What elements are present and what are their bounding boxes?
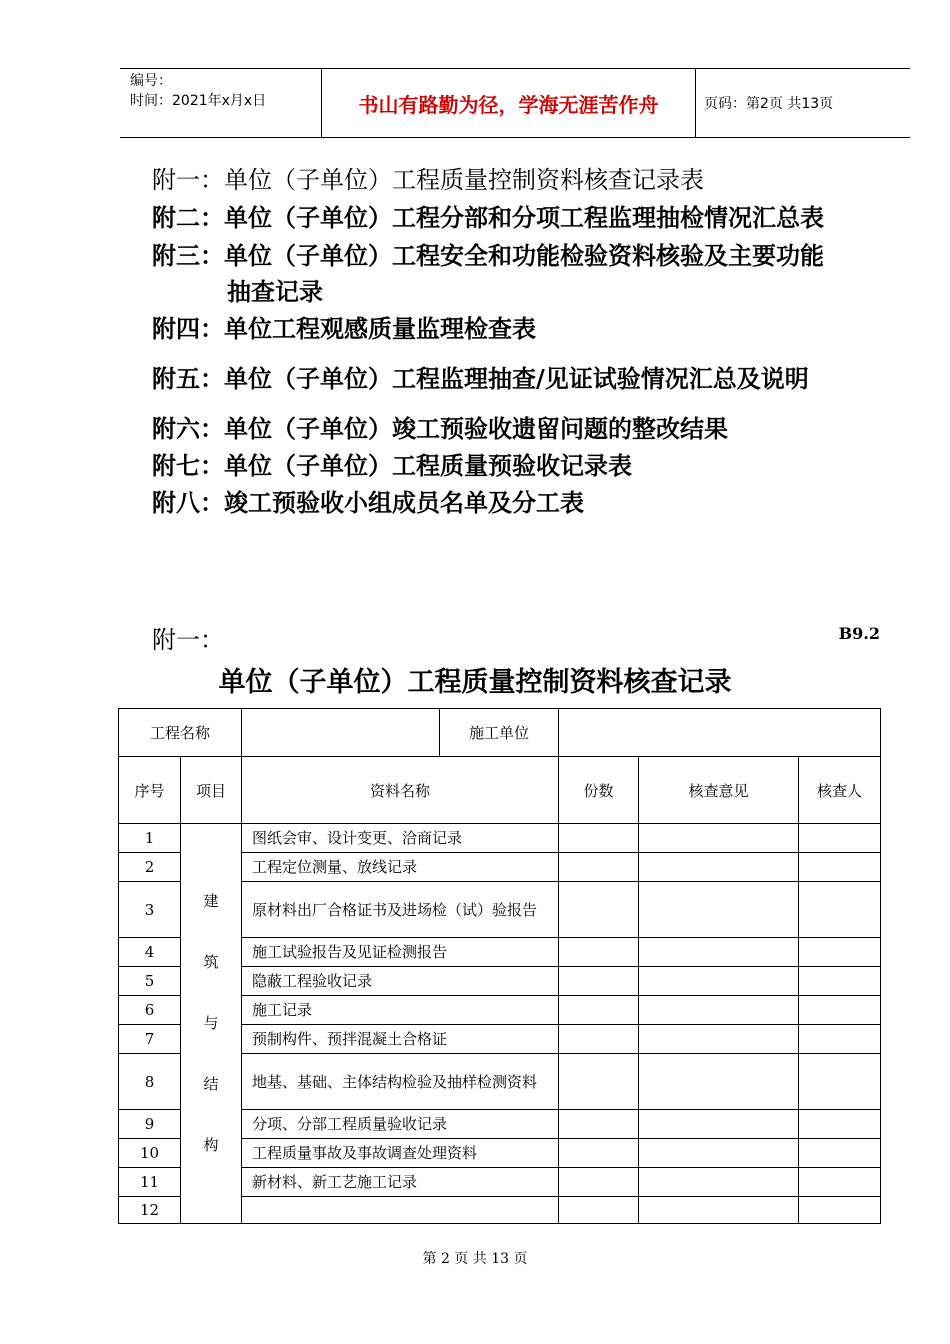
- project-name-label: 工程名称: [119, 709, 242, 757]
- row-no: 1: [119, 824, 181, 853]
- row-copies[interactable]: [559, 1197, 639, 1224]
- row-no: 3: [119, 882, 181, 938]
- row-no: 2: [119, 853, 181, 882]
- quality-control-table: [118, 708, 881, 1224]
- appendix-item: 附六：单位（子单位）竣工预验收遗留问题的整改结果: [152, 414, 728, 443]
- form-code: B9.2: [838, 624, 880, 643]
- row-checker[interactable]: [799, 1197, 881, 1224]
- row-doc-name: 图纸会审、设计变更、洽商记录: [242, 824, 559, 853]
- col-header-no: 序号: [119, 757, 181, 824]
- section-label: 附一：: [152, 626, 224, 654]
- row-opinion[interactable]: [639, 1139, 799, 1168]
- appendix-list: [152, 160, 912, 518]
- row-no: 5: [119, 967, 181, 996]
- contractor-value[interactable]: [559, 709, 881, 757]
- row-checker[interactable]: [799, 967, 881, 996]
- row-copies[interactable]: [559, 1110, 639, 1139]
- row-checker[interactable]: [799, 824, 881, 853]
- row-checker[interactable]: [799, 1110, 881, 1139]
- row-doc-name: 预制构件、预拌混凝土合格证: [242, 1025, 559, 1054]
- row-opinion[interactable]: [639, 967, 799, 996]
- row-doc-name: 工程质量事故及事故调查处理资料: [242, 1139, 559, 1168]
- col-header-project: 项目: [181, 757, 242, 824]
- row-no: 7: [119, 1025, 181, 1054]
- row-doc-name: 分项、分部工程质量验收记录: [242, 1110, 559, 1139]
- row-copies[interactable]: [559, 1139, 639, 1168]
- row-doc-name: [242, 1197, 559, 1224]
- row-checker[interactable]: [799, 853, 881, 882]
- row-copies[interactable]: [559, 1168, 639, 1197]
- row-checker[interactable]: [799, 996, 881, 1025]
- row-doc-name: 工程定位测量、放线记录: [242, 853, 559, 882]
- row-no: 8: [119, 1054, 181, 1110]
- row-opinion[interactable]: [639, 1168, 799, 1197]
- row-copies[interactable]: [559, 938, 639, 967]
- header-row: [119, 757, 881, 824]
- appendix-item: 附七：单位（子单位）工程质量预验收记录表: [152, 451, 632, 480]
- row-opinion[interactable]: [639, 824, 799, 853]
- row-checker[interactable]: [799, 1168, 881, 1197]
- row-opinion[interactable]: [639, 1110, 799, 1139]
- row-copies[interactable]: [559, 1054, 639, 1110]
- col-header-opinion: 核查意见: [639, 757, 799, 824]
- row-checker[interactable]: [799, 1025, 881, 1054]
- page-header: [120, 68, 910, 138]
- row-no: 9: [119, 1110, 181, 1139]
- appendix-item: 附四：单位工程观感质量监理检查表: [152, 314, 536, 343]
- table-row: [119, 824, 881, 853]
- table-title: 单位（子单位）工程质量控制资料核查记录: [218, 667, 732, 698]
- project-name-value[interactable]: [242, 709, 440, 757]
- row-copies[interactable]: [559, 882, 639, 938]
- row-copies[interactable]: [559, 967, 639, 996]
- header-meta: [130, 71, 266, 111]
- col-header-checker: 核查人: [799, 757, 881, 824]
- row-opinion[interactable]: [639, 1054, 799, 1110]
- category-char: 与: [203, 1014, 219, 1032]
- row-opinion[interactable]: [639, 853, 799, 882]
- category-char: 建: [203, 892, 219, 910]
- page-footer: 第 2 页 共 13 页: [422, 1251, 528, 1267]
- project-info-row: [119, 709, 881, 757]
- row-doc-name: 施工记录: [242, 996, 559, 1025]
- col-header-doc-name: 资料名称: [242, 757, 559, 824]
- row-doc-name: 地基、基础、主体结构检验及抽样检测资料: [242, 1054, 559, 1110]
- row-doc-name: 隐蔽工程验收记录: [242, 967, 559, 996]
- row-doc-name: 施工试验报告及见证检测报告: [242, 938, 559, 967]
- category-char: 构: [203, 1136, 219, 1154]
- row-no: 6: [119, 996, 181, 1025]
- row-opinion[interactable]: [639, 882, 799, 938]
- row-copies[interactable]: [559, 853, 639, 882]
- appendix-item: 附一：单位（子单位）工程质量控制资料核查记录表: [152, 166, 704, 194]
- col-header-copies: 份数: [559, 757, 639, 824]
- appendix-item: 附八：竣工预验收小组成员名单及分工表: [152, 488, 584, 517]
- row-copies[interactable]: [559, 1025, 639, 1054]
- row-doc-name: 原材料出厂合格证书及进场检（试）验报告: [242, 882, 559, 938]
- row-copies[interactable]: [559, 996, 639, 1025]
- row-opinion[interactable]: [639, 1197, 799, 1224]
- row-no: 11: [119, 1168, 181, 1197]
- header-motto: 书山有路勤为径，学海无涯苦作舟: [321, 69, 696, 137]
- row-opinion[interactable]: [639, 938, 799, 967]
- row-no: 4: [119, 938, 181, 967]
- appendix-item: 附五：单位（子单位）工程监理抽查/见证试验情况汇总及说明: [152, 364, 809, 393]
- row-checker[interactable]: [799, 938, 881, 967]
- row-opinion[interactable]: [639, 996, 799, 1025]
- code-label: 编号：: [130, 73, 172, 89]
- category-cell: [181, 824, 242, 1224]
- row-opinion[interactable]: [639, 1025, 799, 1054]
- appendix-item: 附二：单位（子单位）工程分部和分项工程监理抽检情况汇总表: [152, 203, 824, 232]
- time-label: 时间：2021年x月x日: [130, 93, 267, 109]
- category-char: 筑: [203, 953, 219, 971]
- row-checker[interactable]: [799, 1139, 881, 1168]
- row-checker[interactable]: [799, 882, 881, 938]
- appendix-item-continued: 抽查记录: [227, 277, 323, 306]
- header-page-info: 页码：第2页 共13页: [704, 96, 834, 112]
- category-char: 结: [203, 1075, 219, 1093]
- row-no: 12: [119, 1197, 181, 1224]
- row-checker[interactable]: [799, 1054, 881, 1110]
- row-no: 10: [119, 1139, 181, 1168]
- contractor-label: 施工单位: [440, 709, 559, 757]
- row-doc-name: 新材料、新工艺施工记录: [242, 1168, 559, 1197]
- appendix-item: 附三：单位（子单位）工程安全和功能检验资料核验及主要功能: [152, 241, 824, 270]
- row-copies[interactable]: [559, 824, 639, 853]
